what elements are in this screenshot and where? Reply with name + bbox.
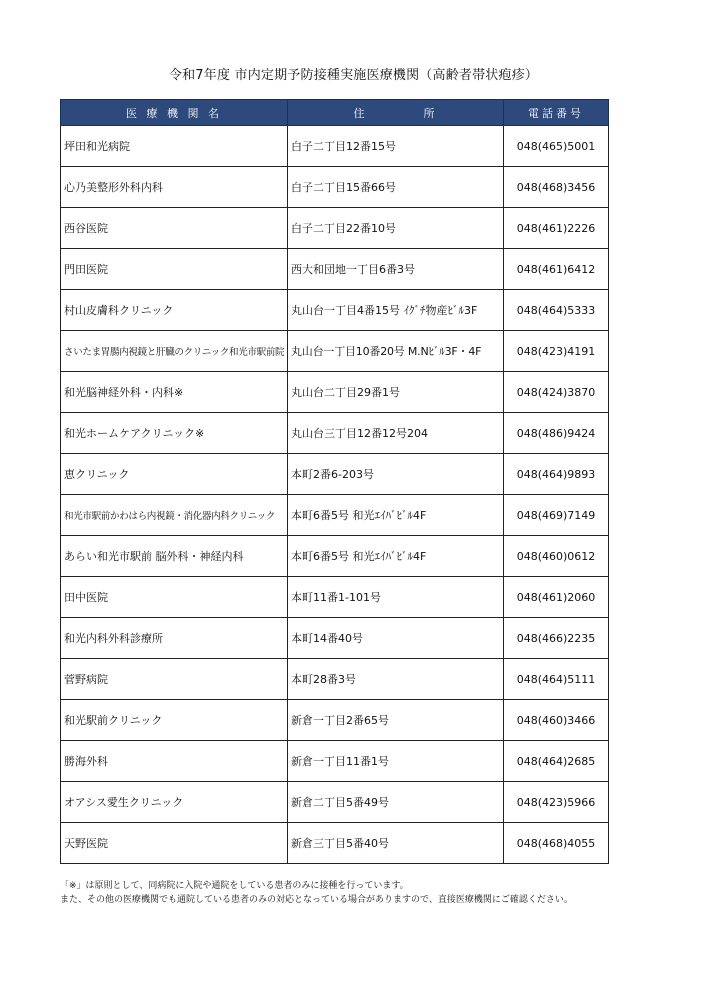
clinic-address: 本町11番1-101号 bbox=[288, 577, 504, 618]
clinic-phone: 048(424)3870 bbox=[504, 372, 609, 413]
clinic-address: 本町6番5号 和光ｴｲﾊﾞﾋﾞﾙ4F bbox=[288, 536, 504, 577]
table-row bbox=[61, 741, 609, 782]
clinic-name: 西谷医院 bbox=[61, 208, 288, 249]
table-row bbox=[61, 495, 609, 536]
clinic-phone: 048(461)6412 bbox=[504, 249, 609, 290]
table-header-row bbox=[61, 100, 609, 126]
header-phone: 電話番号 bbox=[504, 100, 609, 126]
header-name: 医 療 機 関 名 bbox=[61, 100, 288, 126]
clinic-name: さいたま胃腸内視鏡と肝臓のクリニック和光市駅前院 bbox=[61, 331, 288, 372]
clinic-address: 丸山台二丁目29番1号 bbox=[288, 372, 504, 413]
clinic-phone: 048(460)3466 bbox=[504, 700, 609, 741]
clinic-name: 菅野病院 bbox=[61, 659, 288, 700]
clinic-name: 和光市駅前かわはら内視鏡・消化器内科クリニック bbox=[61, 495, 288, 536]
table-row bbox=[61, 413, 609, 454]
table-row bbox=[61, 249, 609, 290]
clinic-phone: 048(464)5333 bbox=[504, 290, 609, 331]
clinic-address: 新倉二丁目5番49号 bbox=[288, 782, 504, 823]
clinic-address: 丸山台一丁目10番20号 M.Nﾋﾞﾙ3F・4F bbox=[288, 331, 504, 372]
clinic-address: 新倉一丁目2番65号 bbox=[288, 700, 504, 741]
clinic-name: オアシス愛生クリニック bbox=[61, 782, 288, 823]
clinic-phone: 048(469)7149 bbox=[504, 495, 609, 536]
clinic-name: 恵クリニック bbox=[61, 454, 288, 495]
footnotes bbox=[60, 879, 573, 907]
clinic-address: 本町14番40号 bbox=[288, 618, 504, 659]
table-row bbox=[61, 372, 609, 413]
clinic-address: 新倉三丁目5番40号 bbox=[288, 823, 504, 864]
table-row bbox=[61, 290, 609, 331]
clinic-address: 白子二丁目22番10号 bbox=[288, 208, 504, 249]
table-row bbox=[61, 700, 609, 741]
clinic-phone: 048(423)5966 bbox=[504, 782, 609, 823]
clinic-address: 本町28番3号 bbox=[288, 659, 504, 700]
table-row bbox=[61, 331, 609, 372]
clinic-phone: 048(461)2060 bbox=[504, 577, 609, 618]
table-row bbox=[61, 577, 609, 618]
clinic-phone: 048(465)5001 bbox=[504, 126, 609, 167]
table-row bbox=[61, 782, 609, 823]
clinic-address: 本町6番5号 和光ｴｲﾊﾞﾋﾞﾙ4F bbox=[288, 495, 504, 536]
clinic-name: 勝海外科 bbox=[61, 741, 288, 782]
clinic-phone: 048(468)3456 bbox=[504, 167, 609, 208]
footnote-line: また、その他の医療機関でも通院している患者のみの対応となっている場合がありますので、直接医療機関にご確認ください。 bbox=[60, 895, 573, 905]
clinic-name: あらい和光市駅前 脳外科・神経内科 bbox=[61, 536, 288, 577]
clinic-address: 丸山台一丁目4番15号 ｲｸﾞﾁ物産ﾋﾞﾙ3F bbox=[288, 290, 504, 331]
table-row bbox=[61, 659, 609, 700]
clinic-phone: 048(461)2226 bbox=[504, 208, 609, 249]
clinic-name: 和光脳神経外科・内科※ bbox=[61, 372, 288, 413]
clinic-name: 心乃美整形外科内科 bbox=[61, 167, 288, 208]
table-row bbox=[61, 208, 609, 249]
table-row bbox=[61, 126, 609, 167]
clinic-phone: 048(466)2235 bbox=[504, 618, 609, 659]
clinic-phone: 048(464)9893 bbox=[504, 454, 609, 495]
clinic-address: 西大和団地一丁目6番3号 bbox=[288, 249, 504, 290]
clinic-phone: 048(486)9424 bbox=[504, 413, 609, 454]
table-row bbox=[61, 823, 609, 864]
clinic-phone: 048(464)5111 bbox=[504, 659, 609, 700]
footnote-line: 「※」は原則として、同病院に入院や通院をしている患者のみに接種を行っています。 bbox=[60, 881, 409, 891]
clinic-phone: 048(464)2685 bbox=[504, 741, 609, 782]
clinic-phone: 048(468)4055 bbox=[504, 823, 609, 864]
clinic-table bbox=[60, 99, 609, 864]
clinic-name: 村山皮膚科クリニック bbox=[61, 290, 288, 331]
clinic-address: 丸山台三丁目12番12号204 bbox=[288, 413, 504, 454]
clinic-address: 白子二丁目15番66号 bbox=[288, 167, 504, 208]
clinic-address: 本町2番6-203号 bbox=[288, 454, 504, 495]
clinic-name: 田中医院 bbox=[61, 577, 288, 618]
table-row bbox=[61, 618, 609, 659]
clinic-name: 門田医院 bbox=[61, 249, 288, 290]
header-address: 住 所 bbox=[288, 100, 504, 126]
clinic-name: 天野医院 bbox=[61, 823, 288, 864]
clinic-address: 新倉一丁目11番1号 bbox=[288, 741, 504, 782]
page-title: 令和7年度 市内定期予防接種実施医療機関（高齢者帯状疱疹） bbox=[168, 68, 539, 83]
clinic-name: 和光ホームケアクリニック※ bbox=[61, 413, 288, 454]
table-row bbox=[61, 167, 609, 208]
clinic-name: 和光駅前クリニック bbox=[61, 700, 288, 741]
clinic-address: 白子二丁目12番15号 bbox=[288, 126, 504, 167]
table-row bbox=[61, 454, 609, 495]
table-row bbox=[61, 536, 609, 577]
clinic-name: 坪田和光病院 bbox=[61, 126, 288, 167]
clinic-phone: 048(460)0612 bbox=[504, 536, 609, 577]
clinic-name: 和光内科外科診療所 bbox=[61, 618, 288, 659]
clinic-phone: 048(423)4191 bbox=[504, 331, 609, 372]
